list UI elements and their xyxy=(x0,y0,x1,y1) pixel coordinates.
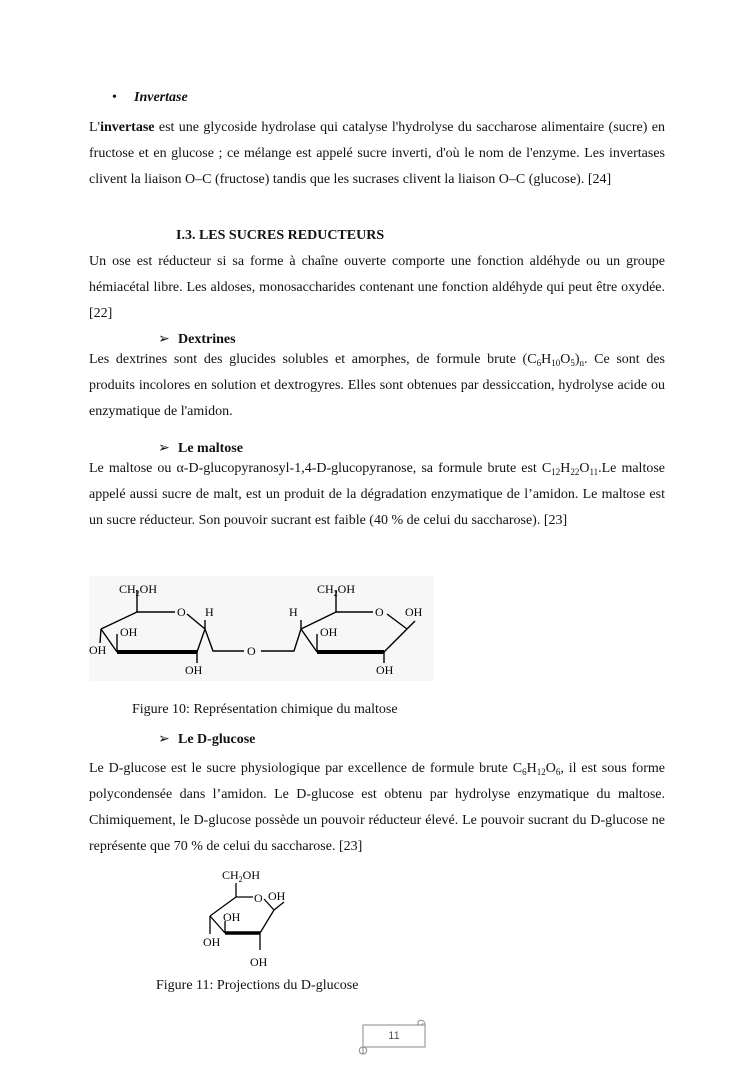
arrow-bullet-icon: ➢ xyxy=(158,441,170,456)
invertase-bullet xyxy=(112,89,188,107)
chem-label: OH xyxy=(139,582,158,596)
chem-label: OH xyxy=(376,663,394,677)
arrow-bullet-icon: ➢ xyxy=(158,732,170,747)
maltose-paragraph xyxy=(89,456,665,534)
formula-symbol: O xyxy=(579,461,590,476)
invertase-bold-term: invertase xyxy=(100,120,155,135)
formula-symbol: O xyxy=(560,352,571,367)
chem-label: OH xyxy=(203,935,221,949)
chem-label: OH xyxy=(337,582,356,596)
glucose-paragraph xyxy=(89,756,665,860)
page-number-badge xyxy=(355,1017,430,1057)
maltose-text-start: Le maltose ou α-D-glucopyranosyl-1,4-D-glucopyranose, sa formule brute est C xyxy=(89,461,552,476)
invertase-text: est une glycoside hydrolase qui catalyse l'hydrolyse du saccharose alimentaire (sucre) en fructose et en glucose ; ce mélange est appelé sucre inverti, d'où le nom de l'enzyme. Les invertases clivent la liaison O–C (fructose) tandis que les sucrases clivent la liaison O–C (glucose). [24] xyxy=(89,120,665,187)
chem-label: H xyxy=(205,605,214,619)
formula-symbol: H xyxy=(560,461,571,476)
bullet-dot: • xyxy=(112,90,117,105)
glucose-structure-diagram xyxy=(198,866,298,971)
svg-text:CH2OH xyxy=(222,868,260,884)
chem-label: OH xyxy=(223,910,241,924)
dextrines-paragraph: Les dextrines sont des glucides solubles et amorphes, de formule brute $(C_6H_{10}O_5)_n$. Ce sont des produits incolores en solution et dextrogyres. Elles sont obtenues par dessiccation, hydrolyse acide ou enzymatique de l'amidon. xyxy=(89,352,665,419)
chem-label: H xyxy=(289,605,298,619)
chem-label: CH xyxy=(119,582,136,596)
figure-11-caption: Figure 11: Projections du D-glucose xyxy=(156,978,359,993)
chem-label: O xyxy=(254,891,263,905)
glucose-bullet xyxy=(158,731,255,749)
chem-label: OH xyxy=(268,889,286,903)
chem-label-sub: 2 xyxy=(333,589,338,598)
page-number: 11 xyxy=(388,1030,400,1042)
formula-sub: 11 xyxy=(589,467,599,477)
section-heading: I.3. LES SUCRES REDUCTEURS xyxy=(176,228,385,243)
formula-symbol: O xyxy=(545,761,556,776)
maltose-title: Le maltose xyxy=(178,441,243,456)
glucose-text-start: Le D-glucose est le sucre physiologique par excellence de formule brute C xyxy=(89,761,523,776)
invertase-paragraph xyxy=(89,115,665,193)
formula-symbol: H xyxy=(526,761,537,776)
chem-label-sub: 2 xyxy=(238,875,243,884)
chem-label: OH xyxy=(242,868,261,882)
formula-sub: 12 xyxy=(551,467,561,477)
glucose-title: Le D-glucose xyxy=(178,732,256,747)
maltose-text-end: .Le maltose appelé aussi sucre de malt, est un produit de la dégradation enzymatique de l’amidon. Le maltose est un sucre réducteur. Son pouvoir sucrant est faible (40 % de celui du saccharose). [23] xyxy=(89,461,665,528)
chem-label: CH xyxy=(222,868,239,882)
dextrines-title: Dextrines xyxy=(178,332,236,347)
chem-label: OH xyxy=(320,625,338,639)
chem-label: OH xyxy=(185,663,203,677)
figure-10-caption: Figure 10: Représentation chimique du maltose xyxy=(132,702,398,717)
maltose-structure-diagram xyxy=(89,576,434,681)
formula-sub: 6 xyxy=(536,358,542,368)
formula-symbol: H xyxy=(541,352,552,367)
chem-label: CH xyxy=(317,582,334,596)
formula-sub: n xyxy=(579,358,584,368)
chem-label: OH xyxy=(405,605,423,619)
arrow-bullet-icon: ➢ xyxy=(158,332,170,347)
formula-sub: 10 xyxy=(551,358,561,368)
invertase-intro: L' xyxy=(89,120,101,135)
chem-label: OH xyxy=(120,625,138,639)
glucose-text-end: , il est sous forme polycondensée dans l’amidon. Le D-glucose est obtenu par hydrolyse enzymatique du maltose. Chimiquement, le D-glucose possède un pouvoir réducteur élevé. Le pouvoir sucrant du D-glucose ne représente que 70 % de celui du saccharose. [23] xyxy=(89,761,666,854)
formula-sub: 6 xyxy=(522,767,527,777)
chem-label: OH xyxy=(89,643,107,657)
invertase-title: Invertase xyxy=(134,90,188,105)
chem-label: OH xyxy=(250,955,268,969)
dextrines-text-end: . Ce sont des produits incolores en solution et dextrogyres. Elles sont obtenues par dessiccation, hydrolyse acide ou enzymatique de l'amidon. xyxy=(89,352,665,419)
chem-label: O xyxy=(177,605,186,619)
chem-label: O xyxy=(375,605,384,619)
formula-sub: 12 xyxy=(536,767,546,777)
section-paragraph: Un ose est réducteur si sa forme à chaîne ouverte comporte une fonction aldéhyde ou un groupe hémiacétal libre. Les aldoses, monosaccharides contenant une fonction aldéhyde qui peut être oxydée. [22] xyxy=(89,254,665,321)
formula-sub: 5 xyxy=(570,358,575,368)
formula-sub: 22 xyxy=(570,467,580,477)
chem-label: O xyxy=(247,644,256,658)
chem-label-sub: 2 xyxy=(135,589,140,598)
dextrines-text-start: Les dextrines sont des glucides solubles et amorphes, de formule brute (C xyxy=(89,352,537,367)
formula-sub: 6 xyxy=(555,767,561,777)
